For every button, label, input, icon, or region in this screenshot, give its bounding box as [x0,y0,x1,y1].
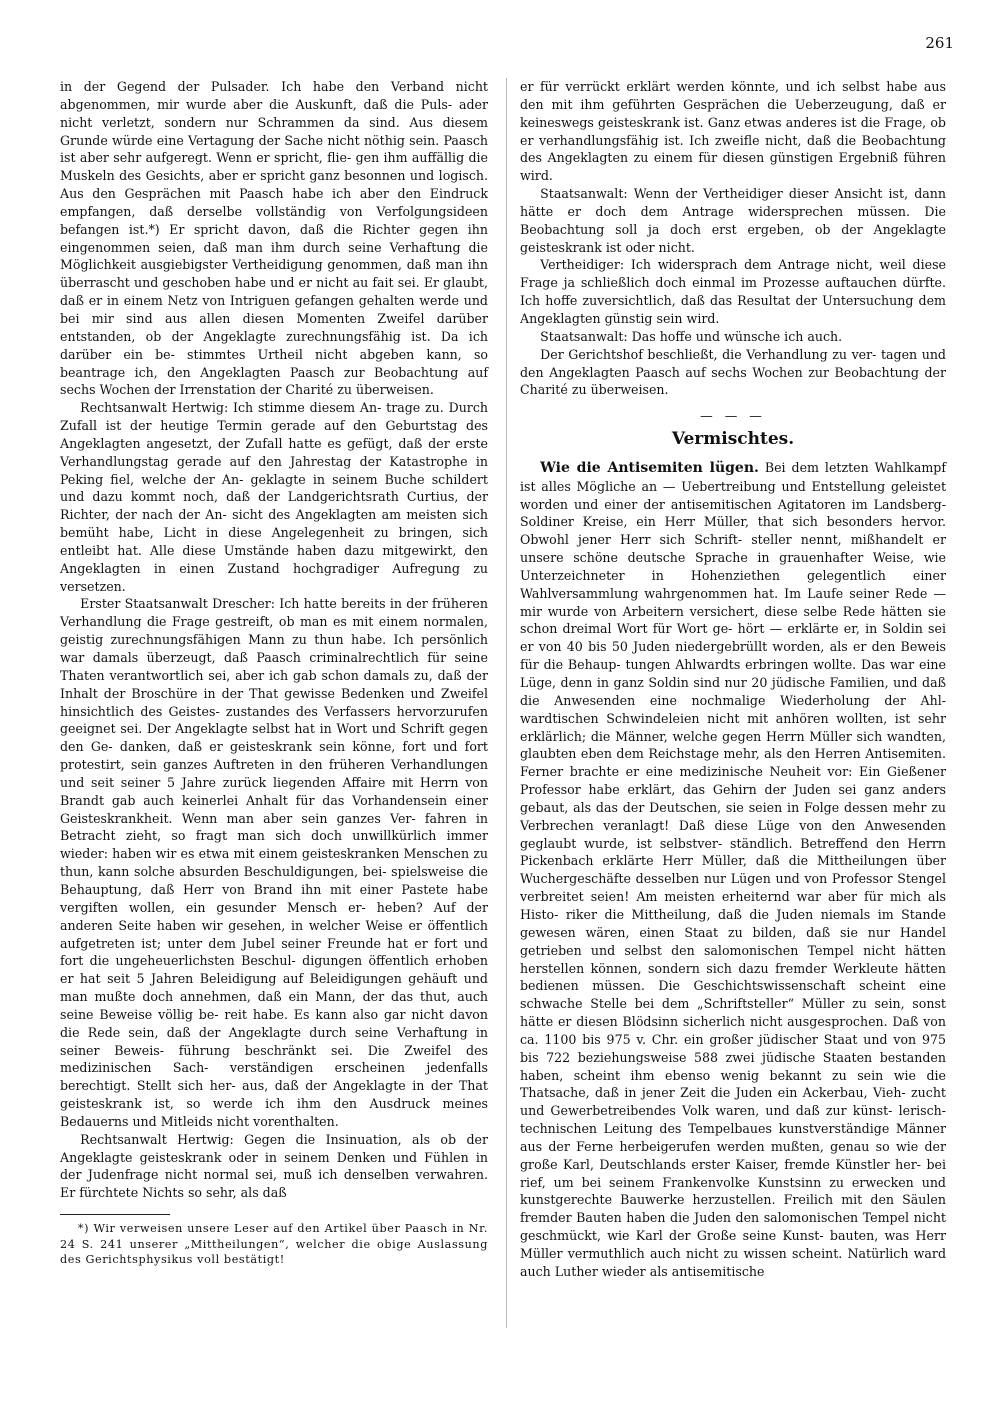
article-body: Bei dem letzten Wahlkampf ist alles Mögliche an — Uebertreibung und Entstellung geleistet worden und einer der antisemitischen Agitatoren im Landsberg-Soldiner Kreise, ein Herr Müller, that sich besonders hervor. Obwohl jener Herr sich Schrift- steller nennt, mißhandelt er unsere schöne deutsche Sprache in grauenhafter Weise, wie Unterzeichneter in Hohenziethen gelegentlich einer Wahlversammlung wahrgenommen hat. Im Laufe seiner Rede — mir wurde von Arbeitern versichert, diese selbe Rede hätten sie schon dreimal Wort für Wort ge- hört — erklärte er, in Soldin sei er von 40 bis 50 Juden niedergebrüllt worden, als er den Beweis für die Behaup- tungen Ahlwardts erbringen wollte. Das war eine Lüge, denn in ganz Soldin sind nur 20 jüdische Familien, und daß die Anwesenden eine nochmalige Wiederholung der Ahl- wardtischen Schwindeleien nicht mit anhören wollten, ist sehr erklärlich; die Männer, welche gegen Herrn Müller sich wandten, glaubten eben dem Reichstage mehr, als den Herren Antisemiten. Ferner brachte er eine medizinische Neuheit vor: Ein Gießener Professor habe erklärt, das Gehirn der Juden sei ganz anders gebaut, als das der Deutschen, sie seien in Folge dessen mehr zu Verbrechen veranlagt! Daß diese Lüge von den Anwesenden geglaubt wurde, ist selbstver- ständlich. Betreffend den Herrn Pickenbach erklärte Herr Müller, daß die Mittheilungen über Wuchergeschäfte desselben nur Lügen und von Professor Stengel verbreitet seien! Am meisten erheiternd war aber für mich als Histo- riker die Mittheilung, daß die Juden niemals im Stande gewesen wären, einen Staat zu bilden, daß sie nur Handel getrieben und selbst den salomonischen Tempel nicht hätten herstellen können, sondern sich dazu fremder Werkleute hätten bedienen müssen. Die Geschichtswissenschaft scheint eine schwache Stelle bei dem „Schriftsteller“ Müller zu sein, sonst hätte er diesen Blödsinn sicherlich nicht ausgesprochen. Daß von ca. 1100 bis 975 v. Chr. ein großer jüdischer Staat und von 975 bis 722 beziehungsweise 588 zwei jüdische Staaten bestanden haben, scheint ihm ebenso wenig bekannt zu sein wie die Thatsache, daß in jener Zeit die Juden ein Ackerbau, Vieh- zucht und Gewerbetreibendes Volk waren, und daß zur künst- lerisch-technischen Leitung des Tempelbaues kunstverständige Männer aus der Ferne herbeigerufen werden mußten, genau so wie der große Karl, Deutschlands erster Kaiser, fremde Künstler her- bei rief, um bei seinem Frankenvolke Kunstsinn zu erwecken und kunstgerechte Bauwerke herzustellen. Freilich mit den Säulen fremder Bauten haben die Juden den salomonischen Tempel nicht geschmückt, wie Karl der Große seine Kunst- bauten, was Herr Müller vermuthlich auch nicht zu wissen scheint. Natürlich ward auch Luther wieder als antisemitische [520,459,946,1279]
article-paragraph [520,459,946,1281]
paragraph: er für verrückt erklärt werden könnte, und ich selbst habe aus den mit ihm geführten Gesprächen die Ueberzeugung, daß er keineswegs geisteskrank ist. Ganz etwas anderes ist die Frage, ob er verhandlungsfähig ist. Ich zweifle nicht, daß die Beobachtung des Angeklagten zu einem für diesen günstigen Ergebniß führen wird. [520,79,946,184]
paragraph: Staatsanwalt: Wenn der Vertheidiger dieser Ansicht ist, dann hätte er doch dem Antrage widersprechen müssen. Die Beobachtung soll ja doch erst ergeben, ob der Angeklagte geisteskrank ist oder nicht. [520,186,946,255]
section-heading: Vermischtes. [671,429,795,450]
paragraph: Staatsanwalt: Das hoffe und wünsche ich auch. [540,328,843,344]
paragraph: Der Gerichtshof beschließt, die Verhandlung zu ver- tagen und den Angeklagten Paasch auf sechs Wochen zur Beobachtung der Charité zu überweisen. [520,346,946,398]
article-title: Wie die Antisemiten lügen. [540,459,759,476]
paragraph: Vertheidiger: Ich widersprach dem Antrage nicht, weil diese Frage ja schließlich doch einmal im Prozesse auftauchen dürfte. Ich hoffe zuversichtlich, daß das Resultat der Untersuchung dem Angeklagten günstig sein wird. [520,257,946,326]
footnote: *) Wir verweisen unsere Leser auf den Artikel über Paasch in Nr. 24 S. 241 unserer „Mittheilungen“, welcher die obige Auslassung des Gerichtsphysikus voll bestätigt! [60,1222,488,1267]
paragraph: Rechtsanwalt Hertwig: Ich stimme diesem An- trage zu. Durch Zufall ist der heutige Termin gerade auf den Geburtstag des Angeklagten angesetzt, der Zufall hatte es gefügt, daß der erste Verhandlungstag gerade auf den Jahrestag der Katastrophe in Peking fiel, welche der An- geklagte in seinem Buche schildert und dazu kommt noch, daß der Landgerichtsrath Curtius, der Richter, der nach der An- sicht des Angeklagten am meisten sich bemüht habe, Licht in diese Angelegenheit zu bringen, sich entleibt hat. Alle diese Umstände haben dazu mitgewirkt, den Angeklagten in einen Zustand hochgradiger Aufregung zu versetzen. [60,400,488,594]
right-column [520,78,946,1281]
footnote-divider [60,1214,170,1215]
column-divider [506,78,507,1328]
paragraph: in der Gegend der Pulsader. Ich habe den Verband nicht abgenommen, mir wurde aber die Auskunft, daß die Puls- ader nicht verletzt, sondern nur Schrammen da sind. Aus diesem Grunde würde eine Vertagung der Sache nicht nöthig sein. Paasch ist aber sehr aufgeregt. Wenn er spricht, flie- gen ihm auffällig die Muskeln des Gesichts, aber er spricht ganz besonnen und logisch. Aus den Gesprächen mit Paasch habe ich aber den Eindruck empfangen, daß derselbe vollständig von Verfolgungsideen befangen ist.*) Er spricht davon, daß die Richter gegen ihn eingenommen seien, daß man ihm durch seine Verhaftung die Möglichkeit ausgiebigster Vertheidigung genommen, daß man ihn überrascht und geschoben habe und er nicht au fait sei. Er glaubt, daß er in einem Netz von Intriguen gefangen gehalten werde und bei mir sind aus allen diesen Momenten Zweifel darüber entstanden, ob der Angeklagte zurechnungsfähig ist. Da ich darüber ein be- stimmtes Urtheil nicht abgeben kann, so beantrage ich, den Angeklagten Paasch zur Beobachtung auf sechs Wochen der Irrenstation der Charité zu überweisen. [60,79,488,398]
section-separator: — — — [700,408,766,424]
paragraph: Erster Staatsanwalt Drescher: Ich hatte bereits in der früheren Verhandlung die Frage gestreift, ob man es mit einem normalen, geistig zurechnungsfähigen Mann zu thun habe. Ich persönlich war damals überzeugt, daß Paasch criminalrechtlich für seine Thaten verantwortlich sei, aber ich gab schon damals zu, daß der Inhalt der Broschüre in der That gewisse Bedenken und Zweifel hinsichtlich des Geistes- zustandes des Verfassers hervorzurufen geeignet sei. Der Angeklagte selbst hat in Wort und Schrift gegen den Ge- danken, daß er geisteskrank sein könne, fort und fort protestirt, sein ganzes Auftreten in den früheren Verhandlungen und seit seiner 5 Jahre zurück liegenden Affaire mit Herrn von Brandt gab auch keinerlei Anhalt für das Vorhandensein einer Geisteskrankheit. Wenn man aber sein ganzes Ver- fahren in Betracht zieht, so fragt man sich doch unwillkürlich immer wieder: haben wir es etwa mit einem geisteskranken Menschen zu thun, kann solche absurden Beschuldigungen, bei- spielsweise die Behauptung, daß Herr von Brand ihn mit einer Pastete habe vergiften wollen, ein gesunder Mensch er- heben? Auf der anderen Seite haben wir gesehen, in welcher Weise er öffentlich aufgetreten ist; unter dem Jubel seiner Freunde hat er fort und fort die ungeheuerlichsten Beschul- digungen öffentlich erhoben er hat seit 5 Jahren Beleidigung auf Beleidigungen gehäuft und man mußte doch annehmen, daß ein Mann, der das thut, auch seine Beweise völlig be- reit habe. Es kann also gar nicht davon die Rede sein, daß der Angeklagte durch seine Verhaftung in seiner Beweis- führung beschränkt sei. Die Zweifel des medizinischen Sach- verständigen erscheinen jedenfalls berechtigt. Stellt sich her- aus, daß der Angeklagte in der That geisteskrank ist, so werde ich ihm den Ausdruck meines Bedauerns und Mitleids nicht vorenthalten. [60,596,488,1129]
paragraph: Rechtsanwalt Hertwig: Gegen die Insinuation, als ob der Angeklagte geisteskrank oder in seinem Denken und Fühlen in der Judenfrage nicht normal sei, muß ich denselben verwahren. Er fürchtete Nichts so sehr, als daß [60,1131,488,1201]
left-column [60,78,488,1268]
page-number: 261 [925,34,954,52]
